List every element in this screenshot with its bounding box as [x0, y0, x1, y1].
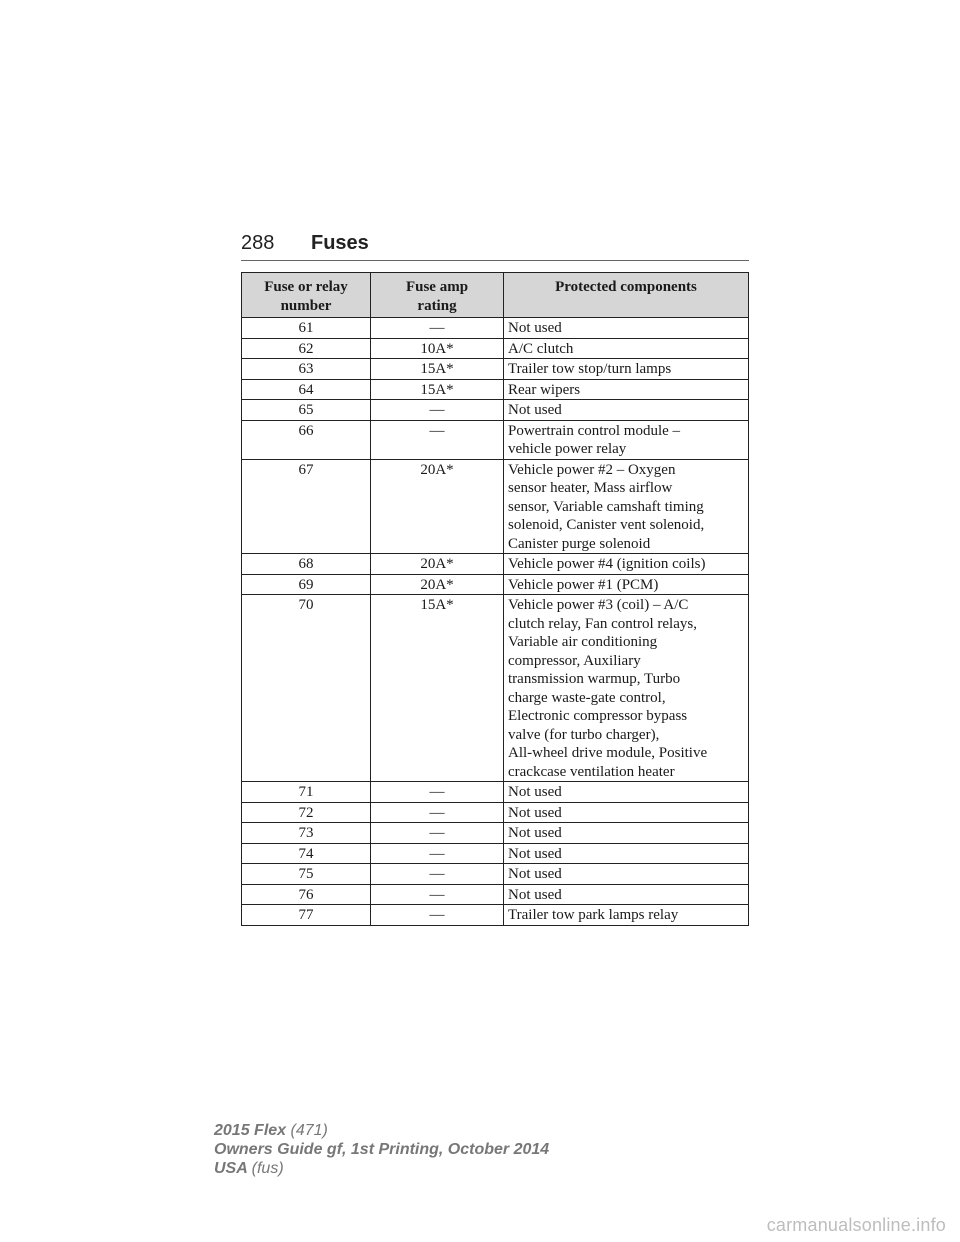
component-line: All-wheel drive module, Positive	[508, 745, 708, 761]
fuse-number-cell: 73	[242, 823, 371, 844]
fuse-number-cell: 69	[242, 574, 371, 595]
component-line: Vehicle power #1 (PCM)	[508, 576, 659, 593]
component-line: Rear wipers	[508, 381, 581, 398]
component-line: vehicle power relay	[508, 441, 627, 457]
protected-components-cell	[504, 823, 749, 844]
protected-components-cell	[504, 595, 749, 782]
footer-market: USA	[214, 1160, 248, 1177]
table-row	[242, 554, 749, 575]
protected-components-cell	[504, 400, 749, 421]
protected-components-cell	[504, 420, 749, 459]
component-line: A/C clutch	[508, 340, 574, 357]
footer-model-code: (471)	[290, 1122, 328, 1139]
table-row	[242, 864, 749, 885]
fuse-rating-cell: —	[371, 420, 504, 459]
fuse-rating-cell: —	[371, 400, 504, 421]
component-line: solenoid, Canister vent solenoid,	[508, 517, 705, 533]
footer-market-code: (fus)	[251, 1160, 284, 1177]
fuse-rating-cell: —	[371, 823, 504, 844]
protected-components-cell	[504, 864, 749, 885]
protected-components-cell	[504, 554, 749, 575]
component-line: Not used	[508, 804, 562, 821]
page-number: 288	[241, 232, 275, 254]
fuse-rating-cell: 15A*	[371, 379, 504, 400]
fuse-rating-cell: —	[371, 782, 504, 803]
fuse-rating-cell: —	[371, 905, 504, 926]
page-header	[241, 230, 749, 261]
fuse-number-cell: 63	[242, 359, 371, 380]
component-line: Canister purge solenoid	[508, 535, 651, 552]
header-fuse-rating-line1: Fuse amp	[405, 279, 469, 295]
component-line: Vehicle power #2 – Oxygen	[508, 461, 676, 478]
table-row	[242, 459, 749, 554]
fuse-number-cell: 75	[242, 864, 371, 885]
section-title: Fuses	[311, 232, 369, 254]
header-fuse-number-line1: Fuse or relay	[264, 279, 348, 295]
component-line: Powertrain control module –	[508, 422, 681, 439]
component-line: Vehicle power #3 (coil) – A/C	[508, 597, 689, 613]
component-line: Variable air conditioning	[508, 634, 658, 650]
table-row	[242, 843, 749, 864]
footer-line-1	[214, 1121, 549, 1140]
table-header-row	[242, 273, 749, 318]
table-row	[242, 884, 749, 905]
fuse-rating-cell: —	[371, 802, 504, 823]
fuse-table	[241, 272, 749, 926]
table-row	[242, 823, 749, 844]
protected-components-cell	[504, 782, 749, 803]
fuse-number-cell: 67	[242, 459, 371, 554]
component-line: sensor heater, Mass airflow	[508, 480, 673, 496]
fuse-rating-cell: 15A*	[371, 595, 504, 782]
table-row	[242, 595, 749, 782]
component-line: Vehicle power #4 (ignition coils)	[508, 556, 706, 572]
table-row	[242, 802, 749, 823]
fuse-number-cell: 61	[242, 318, 371, 339]
component-line: Not used	[508, 825, 562, 841]
header-fuse-number-line2: number	[280, 297, 332, 314]
component-line: sensor, Variable camshaft timing	[508, 498, 704, 515]
component-line: Trailer tow stop/turn lamps	[508, 361, 672, 377]
protected-components-cell	[504, 379, 749, 400]
component-line: Not used	[508, 886, 562, 903]
fuse-rating-cell: —	[371, 318, 504, 339]
table-row	[242, 318, 749, 339]
component-line: Trailer tow park lamps relay	[508, 907, 679, 923]
footer	[214, 1121, 549, 1178]
fuse-rating-cell: —	[371, 884, 504, 905]
table-row	[242, 420, 749, 459]
fuse-rating-cell: 20A*	[371, 459, 504, 554]
protected-components-cell	[504, 338, 749, 359]
fuse-number-cell: 66	[242, 420, 371, 459]
component-line: compressor, Auxiliary	[508, 652, 641, 669]
protected-components-cell	[504, 802, 749, 823]
footer-line-3	[214, 1159, 549, 1178]
fuse-number-cell: 74	[242, 843, 371, 864]
table-row	[242, 379, 749, 400]
table-row	[242, 574, 749, 595]
fuse-number-cell: 68	[242, 554, 371, 575]
fuse-rating-cell: 20A*	[371, 554, 504, 575]
component-line: charge waste-gate control,	[508, 689, 666, 706]
component-line: transmission warmup, Turbo	[508, 671, 681, 687]
table-row	[242, 400, 749, 421]
protected-components-cell	[504, 459, 749, 554]
watermark: carmanualsonline.info	[766, 1215, 946, 1235]
fuse-number-cell: 65	[242, 400, 371, 421]
protected-components-cell	[504, 574, 749, 595]
component-line: crackcase ventilation heater	[508, 763, 675, 780]
footer-line-2: Owners Guide gf, 1st Printing, October 2014	[214, 1141, 550, 1158]
component-line: Not used	[508, 845, 562, 862]
fuse-rating-cell: —	[371, 864, 504, 885]
fuse-number-cell: 77	[242, 905, 371, 926]
table-row	[242, 905, 749, 926]
protected-components-cell	[504, 884, 749, 905]
footer-model: 2015 Flex	[214, 1122, 287, 1139]
header-fuse-number	[242, 273, 371, 318]
table-row	[242, 338, 749, 359]
component-line: clutch relay, Fan control relays,	[508, 615, 697, 632]
fuse-rating-cell: 10A*	[371, 338, 504, 359]
protected-components-cell	[504, 905, 749, 926]
header-fuse-rating-line2: rating	[417, 297, 457, 314]
component-line: Not used	[508, 402, 562, 418]
fuse-number-cell: 76	[242, 884, 371, 905]
fuse-number-cell: 62	[242, 338, 371, 359]
header-fuse-rating	[371, 273, 504, 318]
fuse-number-cell: 72	[242, 802, 371, 823]
fuse-rating-cell: 15A*	[371, 359, 504, 380]
fuse-number-cell: 71	[242, 782, 371, 803]
component-line: valve (for turbo charger),	[508, 726, 660, 743]
table-row	[242, 359, 749, 380]
protected-components-cell	[504, 318, 749, 339]
component-line: Electronic compressor bypass	[508, 708, 688, 724]
component-line: Not used	[508, 320, 562, 336]
fuse-rating-cell: 20A*	[371, 574, 504, 595]
fuse-rating-cell: —	[371, 843, 504, 864]
protected-components-cell	[504, 359, 749, 380]
header-protected-components: Protected components	[504, 273, 749, 318]
fuse-number-cell: 70	[242, 595, 371, 782]
fuse-number-cell: 64	[242, 379, 371, 400]
component-line: Not used	[508, 784, 562, 800]
fuse-table-body	[242, 318, 749, 926]
protected-components-cell	[504, 843, 749, 864]
table-row	[242, 782, 749, 803]
component-line: Not used	[508, 866, 562, 882]
